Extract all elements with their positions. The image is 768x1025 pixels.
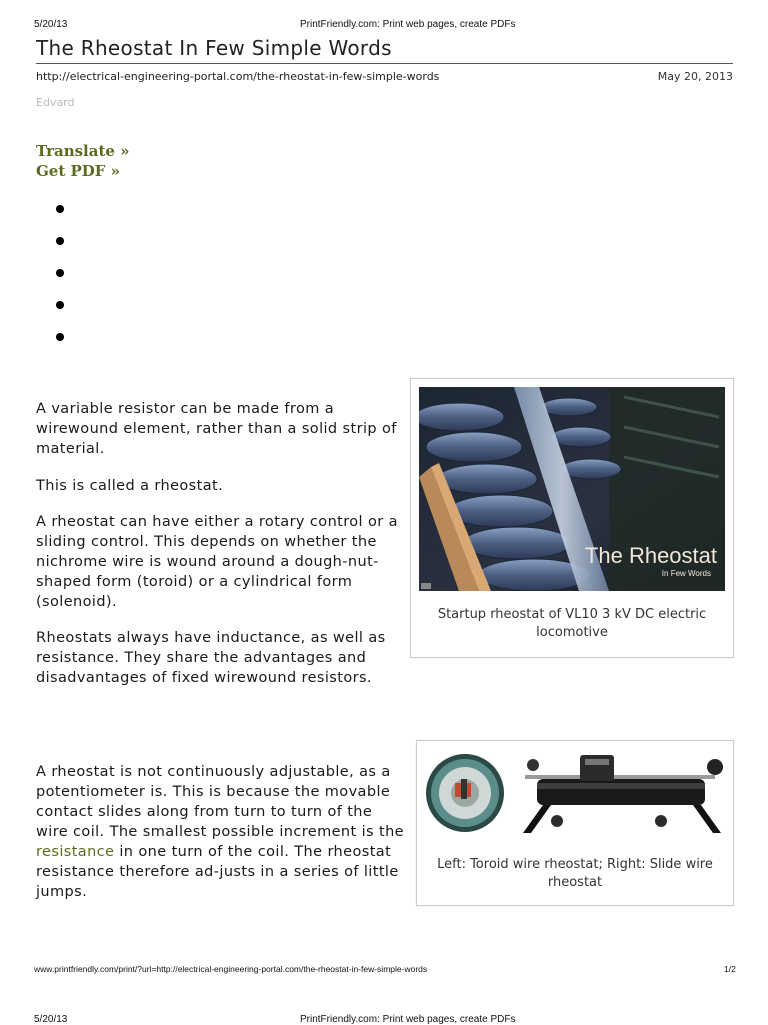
print-date: 5/20/13 [34,19,68,30]
footer-url: www.printfriendly.com/print/?url=http://electrical-engineering-portal.com/the-rheostat-in-few-simple-words [34,964,428,974]
paragraph-4: Rheostats always have inductance, as well as resistance. They share the advantages and disadvantages of fixed wirewound resistors. [36,630,386,686]
paragraph-5 [36,762,406,902]
paragraph-2: This is called a rheostat. [36,478,224,494]
footer-page-number: 1/2 [724,964,736,974]
list-bullet [56,237,64,245]
get-pdf-link[interactable]: Get PDF » [36,162,121,180]
locomotive-rheostat-photo [419,387,725,591]
list-bullet [56,269,64,277]
article-author: Edvard [36,96,75,109]
paragraph-3: A rheostat can have either a rotary control or a sliding control. This depends on whether the nichrome wire is wound around a dough-nut-shaped form (toroid) or a cylindrical form (solenoid). [36,514,398,610]
print-site-title: PrintFriendly.com: Print web pages, create PDFs [300,19,516,30]
list-bullet [56,301,64,309]
list-bullet [56,333,64,341]
figure-locomotive-rheostat [410,378,734,658]
article-url[interactable]: http://electrical-engineering-portal.com/the-rheostat-in-few-simple-words [36,70,440,83]
paragraph-5-text-end: in one turn of the coil. The rheostat resistance therefore ad-justs in a series of little jumps. [36,844,399,900]
photo-overlay-title: The Rheostat [584,543,717,568]
rheostat-types-photo [425,749,725,841]
list-bullet [56,205,64,213]
paragraph-1: A variable resistor can be made from a wirewound element, rather than a solid strip of material. [36,401,397,457]
title-divider [36,63,733,64]
figure-2-caption: Left: Toroid wire rheostat; Right: Slide wire rheostat [437,857,713,890]
paragraph-5-text: A rheostat is not continuously adjustable, as a potentiometer is. This is because the movable contact slides along from turn to turn of the wire coil. The smallest possible increment is the [36,764,404,840]
translate-link[interactable]: Translate » [36,142,130,160]
next-page-date: 5/20/13 [34,1014,68,1025]
figure-1-caption: Startup rheostat of VL10 3 kV DC electric locomotive [437,607,707,640]
article-title: The Rheostat In Few Simple Words [36,36,392,60]
photo-overlay-subtitle: In Few Words [661,569,711,578]
next-page-site-title: PrintFriendly.com: Print web pages, create PDFs [300,1014,516,1025]
figure-toroid-slide-rheostat [416,740,734,906]
article-date: May 20, 2013 [657,70,733,83]
resistance-link[interactable]: resistance [36,844,115,860]
